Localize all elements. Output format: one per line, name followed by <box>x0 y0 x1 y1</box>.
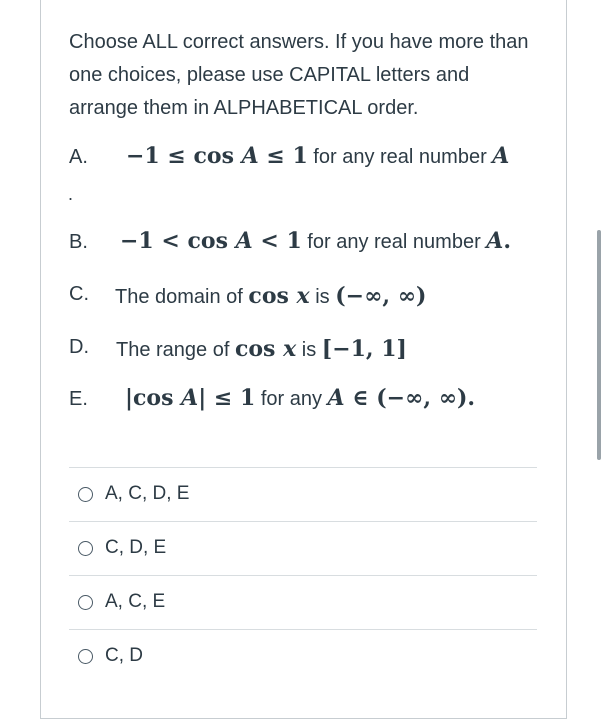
answer-label[interactable]: A, C, D, E <box>105 483 190 504</box>
statement-b <box>69 228 512 254</box>
math-expression: |cos <box>125 385 182 411</box>
answer-option[interactable] <box>69 521 537 575</box>
answer-label[interactable]: C, D, E <box>105 537 167 558</box>
stray-mark: . <box>68 184 74 204</box>
statement-letter: B. <box>69 231 88 253</box>
math-variable: x <box>296 283 310 309</box>
math-variable: A <box>235 228 253 254</box>
radio-button[interactable] <box>78 649 93 664</box>
radio-button[interactable] <box>78 541 93 556</box>
math-expression: cos <box>234 336 284 362</box>
math-variable: A <box>181 385 199 411</box>
statement-letter: C. <box>69 283 89 305</box>
math-expression: | ≤ 1 <box>198 385 256 411</box>
scrollbar[interactable] <box>597 230 601 460</box>
radio-button[interactable] <box>78 595 93 610</box>
math-variable: A <box>486 228 504 254</box>
answer-option[interactable] <box>69 467 537 521</box>
answer-label[interactable]: C, D <box>105 645 143 666</box>
statement-d <box>69 336 407 362</box>
answer-label[interactable]: A, C, E <box>105 591 166 612</box>
math-expression: cos <box>248 283 297 309</box>
statement-text: for any real number <box>301 231 487 253</box>
statement-e <box>69 385 476 411</box>
statement-text: is <box>296 339 322 361</box>
statement-text: for any <box>255 388 328 410</box>
statement-text: for any real number <box>307 146 493 168</box>
math-expression: −1 ≤ cos <box>126 143 242 169</box>
question-text: Choose ALL correct answers. If you have more than one choices, please use CAPITAL letters and arrange them in ALPHABETICAL order. <box>69 31 529 119</box>
statement-a <box>69 143 510 169</box>
statement-letter: E. <box>69 388 88 410</box>
math-interval: [−1, 1] <box>321 336 407 362</box>
statement-text: The range of <box>116 339 235 361</box>
math-variable: x <box>283 336 297 362</box>
answer-list <box>69 467 537 683</box>
math-variable: A <box>241 143 259 169</box>
math-expression: < 1 <box>252 228 302 254</box>
radio-button[interactable] <box>78 487 93 502</box>
math-variable: A <box>492 143 510 169</box>
math-expression: ≤ 1 <box>258 143 308 169</box>
statement-text: The domain of <box>115 286 249 308</box>
math-expression: −1 < cos <box>120 228 236 254</box>
math-interval: ∈ (−∞, ∞). <box>344 385 476 411</box>
math-variable: A <box>327 385 345 411</box>
statement-letter: A. <box>69 146 88 168</box>
math-punctuation: . <box>503 228 512 254</box>
statement-c <box>69 283 427 309</box>
statement-letter: D. <box>69 336 89 358</box>
answer-option[interactable] <box>69 575 537 629</box>
math-interval: (−∞, ∞) <box>335 283 427 309</box>
statement-text: is <box>309 286 336 308</box>
answer-option[interactable] <box>69 629 537 683</box>
